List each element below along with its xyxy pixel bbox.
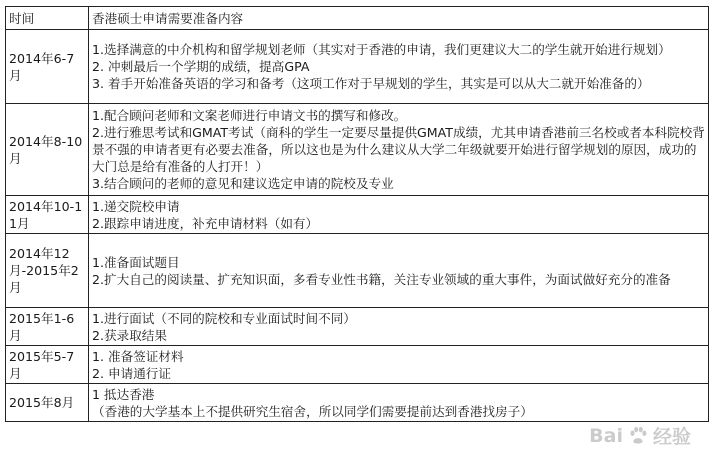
table-row <box>6 234 709 308</box>
content-cell <box>89 196 709 234</box>
time-cell: 2014年12月-2015年2月 <box>6 234 89 308</box>
table-row <box>6 196 709 234</box>
content-line: 2. 申请通行证 <box>92 365 171 381</box>
content-line: 1 抵达香港 <box>92 386 155 402</box>
content-line: 1.准备面试题目 <box>92 254 180 270</box>
time-cell: 2014年10-11月 <box>6 196 89 234</box>
content-line: 1.配合顾问老师和文案老师进行申请文书的撰写和修改。 <box>92 108 407 123</box>
content-cell <box>89 30 709 104</box>
time-cell: 2015年5-7月 <box>6 346 89 384</box>
watermark-text-2: 经验 <box>652 426 691 448</box>
time-cell: 2014年6-7月 <box>6 30 89 104</box>
table-row <box>6 308 709 346</box>
content-line: 1.进行面试（不同的院校和专业面试时间不同） <box>92 310 356 326</box>
content-line: 2. 冲刺最后一个学期的成绩，提高GPA <box>92 59 310 74</box>
content-line: 2.跟踪申请进度，补充申请材料（如有） <box>92 215 319 231</box>
content-line: 3.结合顾问的老师的意见和建议选定申请的院校及专业 <box>92 176 394 191</box>
header-content-cell: 香港硕士申请需要准备内容 <box>89 7 709 30</box>
table-row <box>6 104 709 196</box>
header-time-cell: 时间 <box>6 7 89 30</box>
table-row <box>6 384 709 422</box>
content-line: 2.扩大自己的阅读量、扩充知识面，多看专业性书籍，关注专业领域的重大事件，为面试做好充分的准备 <box>92 271 671 287</box>
baidu-jingyan-watermark <box>589 422 691 449</box>
baidu-paw-icon <box>627 425 649 447</box>
table-row <box>6 30 709 104</box>
content-cell <box>89 308 709 346</box>
content-line: 1.递交院校申请 <box>92 198 180 214</box>
application-timeline-table <box>5 6 709 422</box>
watermark-text: Bai <box>589 424 623 447</box>
time-cell: 2015年1-6月 <box>6 308 89 346</box>
content-cell <box>89 384 709 422</box>
document-sheet <box>5 6 705 422</box>
content-cell <box>89 234 709 308</box>
content-cell <box>89 346 709 384</box>
content-line: 1.选择满意的中介机构和留学规划老师（其实对于香港的申请，我们更建议大二的学生就开始进行规划） <box>92 42 671 57</box>
content-line: （香港的大学基本上不提供研究生宿舍，所以同学们需要提前达到香港找房子） <box>92 403 533 419</box>
content-line: 2.获录取结果 <box>92 327 167 343</box>
time-cell: 2015年8月 <box>6 384 89 422</box>
content-line: 1. 准备签证材料 <box>92 348 184 364</box>
table-row <box>6 346 709 384</box>
content-line: 2.进行雅思考试和GMAT考试（商科的学生一定要尽量提供GMAT成绩，尤其申请香港前三名校或者本科院校背景不强的申请者更有必要去准备，所以这也是为什么建议从大学二年级就要开始进行留学规划的原因，成功的大门总是给有准备的人打开！） <box>92 125 705 174</box>
content-line: 3. 着手开始准备英语的学习和备考（这项工作对于早规划的学生，其实是可以从大二就开始准备的） <box>92 76 650 91</box>
time-cell: 2014年8-10月 <box>6 104 89 196</box>
content-cell <box>89 104 709 196</box>
table-header-row <box>6 7 709 30</box>
